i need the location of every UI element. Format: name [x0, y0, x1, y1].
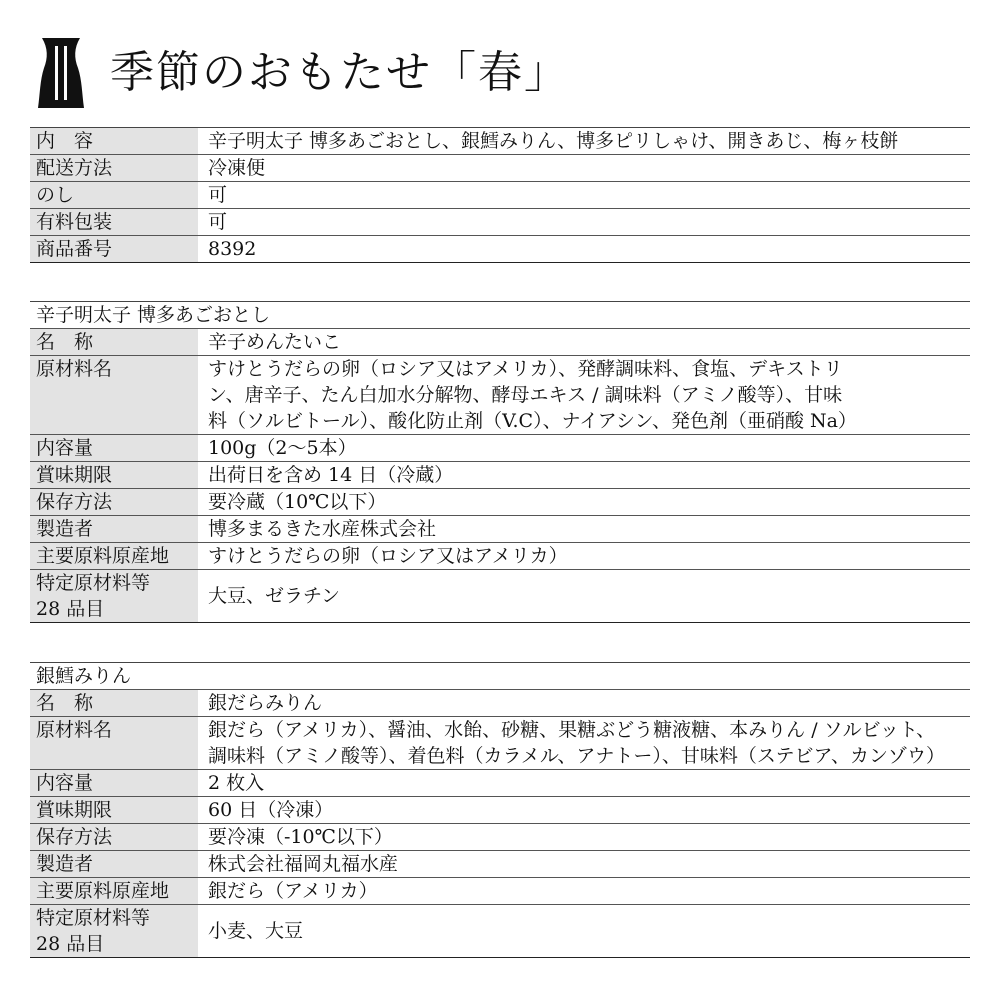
row-key: 原材料名 — [30, 356, 198, 435]
row-value: 辛子めんたいこ — [198, 329, 970, 356]
row-value: 8392 — [198, 236, 970, 263]
row-key: 製造者 — [30, 516, 198, 543]
table-row — [30, 797, 970, 824]
row-key: 内 容 — [30, 128, 198, 155]
row-value: 要冷蔵（10℃以下） — [198, 489, 970, 516]
table-heading-row — [30, 302, 970, 329]
row-key: 賞味期限 — [30, 462, 198, 489]
row-value: 大豆、ゼラチン — [198, 570, 970, 623]
row-value: 要冷凍（-10℃以下） — [198, 824, 970, 851]
row-value: 株式会社福岡丸福水産 — [198, 851, 970, 878]
row-key: 有料包装 — [30, 209, 198, 236]
table-row — [30, 329, 970, 356]
table-row — [30, 905, 970, 958]
row-key: 配送方法 — [30, 155, 198, 182]
table-row — [30, 824, 970, 851]
ingredients-line: 調味料（アミノ酸等）、着色料（カラメル、アナトー）、甘味料（ステビア、カンゾウ） — [208, 745, 946, 767]
table-row — [30, 570, 970, 623]
row-key: 製造者 — [30, 851, 198, 878]
row-key: 保存方法 — [30, 824, 198, 851]
table-row — [30, 770, 970, 797]
row-key: 名 称 — [30, 690, 198, 717]
row-value: 100g（2〜5本） — [198, 435, 970, 462]
product-heading: 辛子明太子 博多あごおとし — [30, 302, 970, 329]
row-value — [198, 717, 970, 770]
row-key: 主要原料原産地 — [30, 878, 198, 905]
page-title: 季節のおもたせ「春」 — [110, 47, 570, 98]
table-row — [30, 543, 970, 570]
row-value: 60 日（冷凍） — [198, 797, 970, 824]
table-row — [30, 182, 970, 209]
table-row — [30, 236, 970, 263]
ingredients-line: 料（ソルビトール）、酸化防止剤（V.C）、ナイアシン、発色剤（亜硝酸 Na） — [208, 410, 857, 432]
row-key — [30, 570, 198, 623]
table-row — [30, 690, 970, 717]
row-key-line: 28 品目 — [36, 598, 105, 620]
row-value: 辛子明太子 博多あごおとし、銀鱈みりん、博多ピリしゃけ、開きあじ、梅ヶ枝餅 — [198, 128, 970, 155]
title-bracket-icon — [38, 38, 84, 108]
table-row — [30, 878, 970, 905]
table-row — [30, 717, 970, 770]
row-key: 主要原料原産地 — [30, 543, 198, 570]
table-row — [30, 209, 970, 236]
table-row — [30, 356, 970, 435]
table-row — [30, 128, 970, 155]
table-row — [30, 435, 970, 462]
row-value: 冷凍便 — [198, 155, 970, 182]
row-key-line: 特定原材料等 — [36, 572, 151, 594]
row-value: すけとうだらの卵（ロシア又はアメリカ） — [198, 543, 970, 570]
row-key-line: 特定原材料等 — [36, 907, 151, 929]
table-row — [30, 851, 970, 878]
ingredients-line: ン、唐辛子、たん白加水分解物、酵母エキス / 調味料（アミノ酸等）、甘味 — [208, 384, 843, 406]
row-key: のし — [30, 182, 198, 209]
row-value — [198, 356, 970, 435]
table-row — [30, 516, 970, 543]
row-value: 銀だら（アメリカ） — [198, 878, 970, 905]
row-key: 商品番号 — [30, 236, 198, 263]
row-key: 内容量 — [30, 435, 198, 462]
row-key: 名 称 — [30, 329, 198, 356]
row-value: 出荷日を含め 14 日（冷蔵） — [198, 462, 970, 489]
product-heading: 銀鱈みりん — [30, 663, 970, 690]
row-key — [30, 905, 198, 958]
table-row — [30, 462, 970, 489]
row-value: 小麦、大豆 — [198, 905, 970, 958]
product2-table — [30, 662, 970, 958]
row-value: 可 — [198, 182, 970, 209]
row-value: 2 枚入 — [198, 770, 970, 797]
row-key: 内容量 — [30, 770, 198, 797]
table-heading-row — [30, 663, 970, 690]
row-key-line: 28 品目 — [36, 933, 105, 955]
ingredients-line: すけとうだらの卵（ロシア又はアメリカ）、発酵調味料、食塩、デキストリ — [208, 358, 843, 380]
page-title-block — [38, 38, 570, 108]
row-key: 原材料名 — [30, 717, 198, 770]
ingredients-line: 銀だら（アメリカ）、醤油、水飴、砂糖、果糖ぶどう糖液糖、本みりん / ソルビット、 — [208, 719, 936, 741]
row-key: 賞味期限 — [30, 797, 198, 824]
row-value: 可 — [198, 209, 970, 236]
row-key: 保存方法 — [30, 489, 198, 516]
row-value: 銀だらみりん — [198, 690, 970, 717]
row-value: 博多まるきた水産株式会社 — [198, 516, 970, 543]
product1-table — [30, 301, 970, 623]
table-row — [30, 489, 970, 516]
table-row — [30, 155, 970, 182]
overview-table — [30, 127, 970, 263]
